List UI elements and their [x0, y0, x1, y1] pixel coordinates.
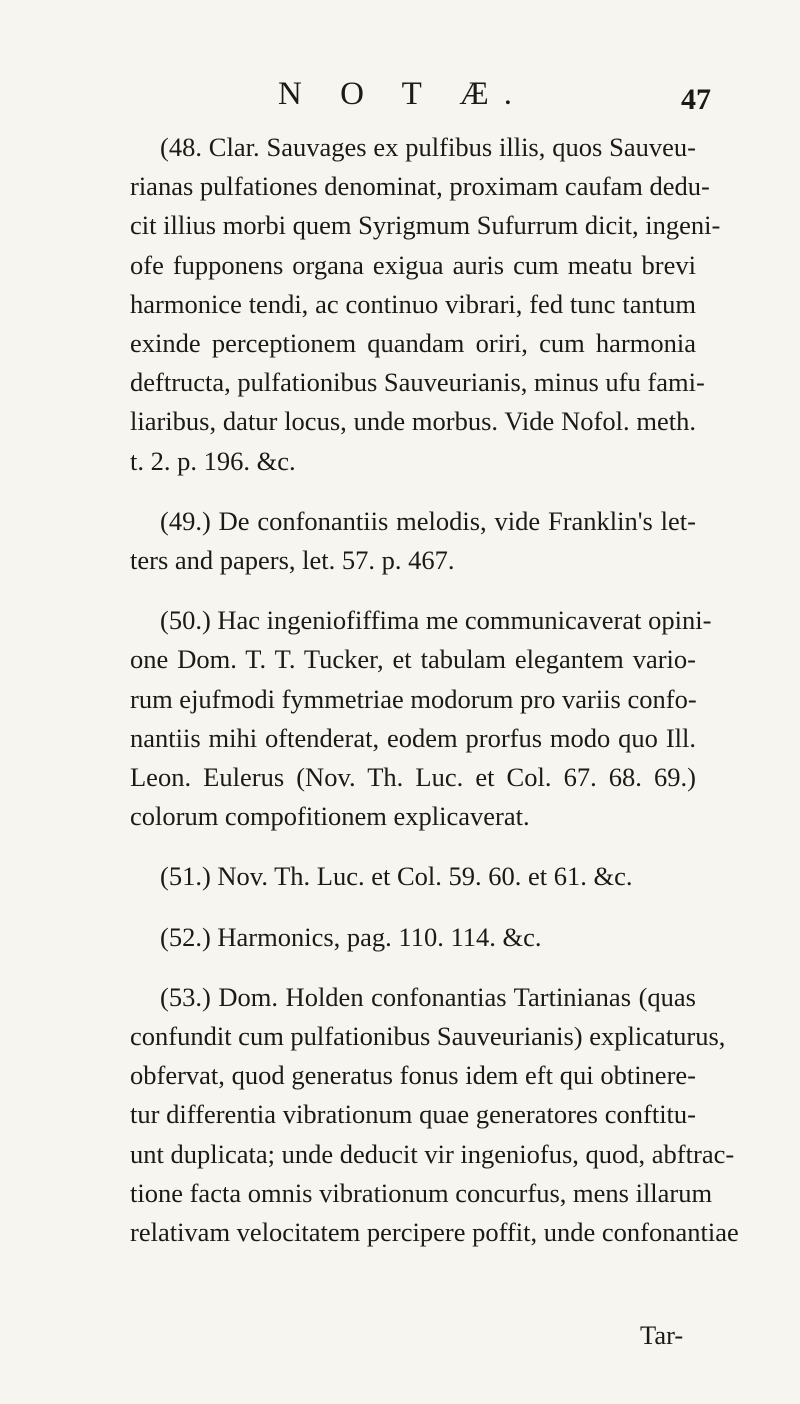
- text-line: nantiis mihi oftenderat, eodem prorfus modo quo Ill.: [130, 722, 696, 753]
- text-line: harmonice tendi, ac continuo vibrari, fed tunc tantum: [130, 288, 696, 319]
- text-line: tione facta omnis vibrationum concurfus, mens illarum: [130, 1177, 713, 1208]
- running-header: [0, 74, 800, 118]
- page-number: 47: [681, 83, 711, 116]
- text-line: unt duplicata; unde deducit vir ingeniofus, quod, abftrac-: [130, 1138, 735, 1169]
- running-title: N O T Æ.: [278, 76, 527, 112]
- note-48: [130, 128, 721, 481]
- text-line: (50.) Hac ingeniofiffima me communicaverat opini-: [160, 605, 712, 636]
- text-line: (53.) Dom. Holden confonantias Tartinianas (quas: [160, 981, 696, 1012]
- note-53: [130, 978, 739, 1252]
- text-line: cit illius morbi quem Syrigmum Sufurrum dicit, ingeni-: [130, 210, 721, 241]
- note-49: [130, 502, 696, 580]
- text-line: (51.) Nov. Th. Luc. et Col. 59. 60. et 61. &c.: [160, 861, 633, 892]
- text-line: colorum compofitionem explicaverat.: [130, 801, 530, 832]
- text-line: ofe fupponens organa exigua auris cum meatu brevi: [130, 249, 696, 280]
- text-line: rum ejufmodi fymmetriae modorum pro variis confo-: [130, 683, 697, 714]
- text-line: (49.) De confonantiis melodis, vide Franklin's let-: [160, 505, 696, 536]
- text-line: relativam velocitatem percipere poffit, unde confonantiae: [130, 1217, 739, 1248]
- notes-body: [130, 128, 739, 1273]
- text-line: (48. Clar. Sauvages ex pulfibus illis, quos Sauveu-: [160, 132, 696, 162]
- text-line: deftructa, pulfationibus Sauveurianis, minus ufu fami-: [130, 367, 705, 398]
- text-line: one Dom. T. T. Tucker, et tabulam elegantem vario-: [130, 644, 696, 675]
- text-line: t. 2. p. 196. &c.: [130, 445, 296, 476]
- catchword: Tar-: [640, 1320, 684, 1350]
- text-line: confundit cum pulfationibus Sauveurianis) explicaturus,: [130, 1021, 726, 1052]
- text-line: Leon. Eulerus (Nov. Th. Luc. et Col. 67. 68. 69.): [130, 762, 696, 793]
- note-50: [130, 601, 712, 836]
- text-line: tur differentia vibrationum quae generatores conftitu-: [130, 1099, 696, 1130]
- text-line: rianas pulfationes denominat, proximam caufam dedu-: [130, 171, 710, 202]
- text-line: exinde perceptionem quandam oriri, cum harmonia: [130, 328, 696, 359]
- text-line: (52.) Harmonics, pag. 110. 114. &c.: [160, 921, 542, 952]
- note-52: [130, 918, 696, 957]
- text-line: liaribus, datur locus, unde morbus. Vide Nofol. meth.: [130, 406, 696, 437]
- text-line: ters and papers, let. 57. p. 467.: [130, 545, 455, 576]
- note-51: [130, 857, 696, 896]
- text-line: obfervat, quod generatus fonus idem eft qui obtinere-: [130, 1060, 696, 1091]
